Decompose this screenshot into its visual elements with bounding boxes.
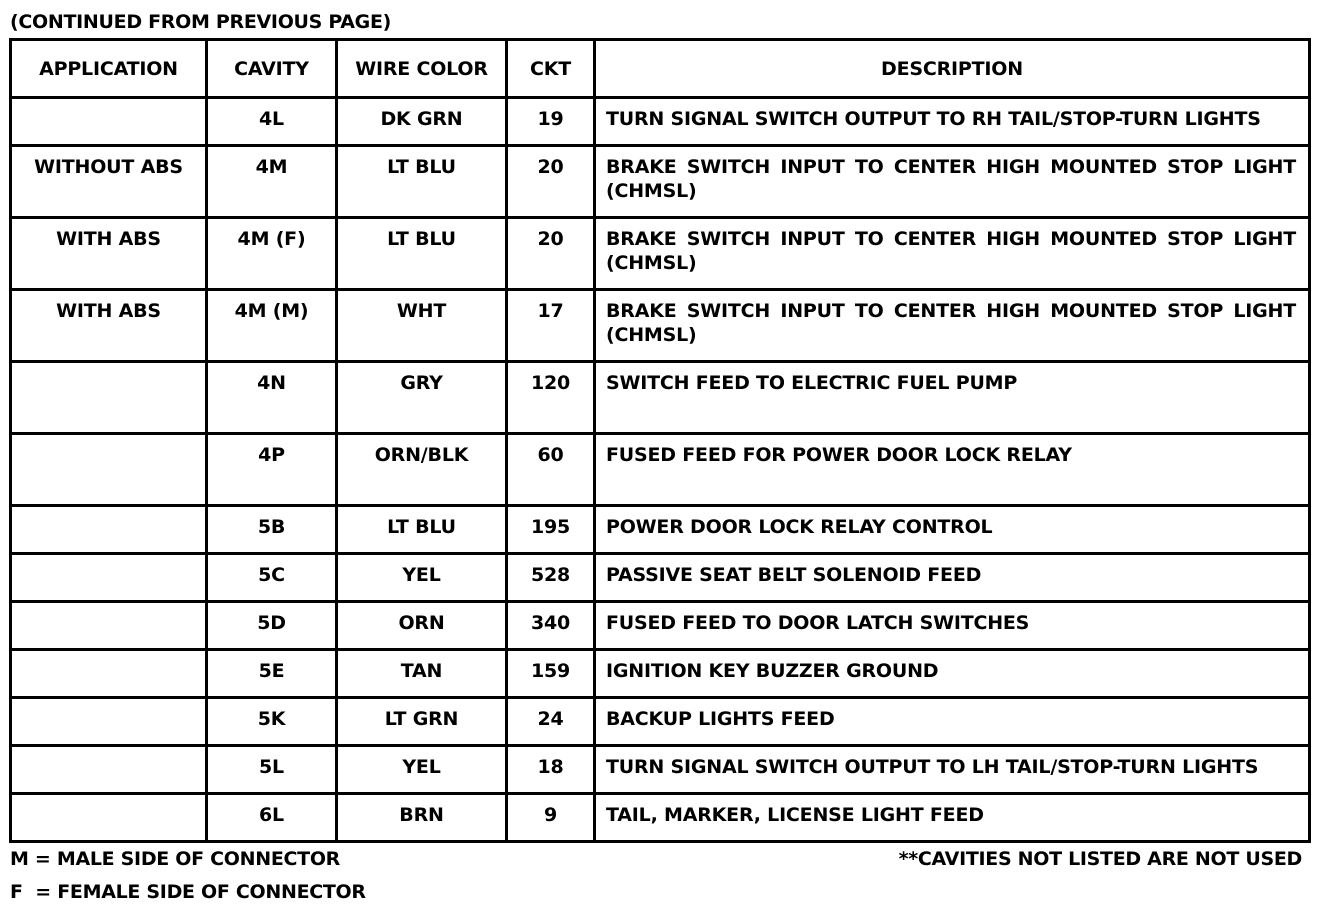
cell-application: WITHOUT ABS (11, 146, 207, 218)
table-row (11, 146, 1310, 218)
cell-wire-color: ORN (337, 602, 507, 650)
table-row (11, 362, 1310, 434)
cell-description: BRAKE SWITCH INPUT TO CENTER HIGH MOUNTED STOP LIGHT (CHMSL) (595, 146, 1310, 218)
table-row (11, 794, 1310, 842)
table-row (11, 506, 1310, 554)
cell-description: BRAKE SWITCH INPUT TO CENTER HIGH MOUNTED STOP LIGHT (CHMSL) (595, 290, 1310, 362)
cell-application (11, 602, 207, 650)
cell-application: WITH ABS (11, 290, 207, 362)
cell-cavity: 5D (207, 602, 337, 650)
cell-ckt: 19 (507, 98, 595, 146)
table-row (11, 218, 1310, 290)
cell-wire-color: LT BLU (337, 146, 507, 218)
cell-application (11, 554, 207, 602)
cell-cavity: 5C (207, 554, 337, 602)
legend-male: M = MALE SIDE OF CONNECTOR (10, 848, 340, 870)
table-header (11, 40, 1310, 98)
cell-cavity: 4M (M) (207, 290, 337, 362)
cell-application (11, 746, 207, 794)
cell-application (11, 434, 207, 506)
cell-description: SWITCH FEED TO ELECTRIC FUEL PUMP (595, 362, 1310, 434)
cell-ckt: 528 (507, 554, 595, 602)
cell-application (11, 650, 207, 698)
cell-ckt: 18 (507, 746, 595, 794)
cell-wire-color: LT GRN (337, 698, 507, 746)
cell-description: TAIL, MARKER, LICENSE LIGHT FEED (595, 794, 1310, 842)
cell-cavity: 5B (207, 506, 337, 554)
table-row (11, 98, 1310, 146)
header-row (11, 40, 1310, 98)
cell-description: BRAKE SWITCH INPUT TO CENTER HIGH MOUNTED STOP LIGHT (CHMSL) (595, 218, 1310, 290)
cell-cavity: 5K (207, 698, 337, 746)
table-row (11, 290, 1310, 362)
header-description: DESCRIPTION (595, 40, 1310, 98)
header-cavity: CAVITY (207, 40, 337, 98)
cell-ckt: 340 (507, 602, 595, 650)
connector-table (9, 38, 1311, 843)
cell-wire-color: LT BLU (337, 506, 507, 554)
cell-ckt: 17 (507, 290, 595, 362)
table-body (11, 98, 1310, 842)
cell-application: WITH ABS (11, 218, 207, 290)
cell-wire-color: YEL (337, 554, 507, 602)
cell-wire-color: YEL (337, 746, 507, 794)
cell-description: FUSED FEED FOR POWER DOOR LOCK RELAY (595, 434, 1310, 506)
cell-cavity: 4L (207, 98, 337, 146)
header-ckt: CKT (507, 40, 595, 98)
cell-description: FUSED FEED TO DOOR LATCH SWITCHES (595, 602, 1310, 650)
header-wire-color: WIRE COLOR (337, 40, 507, 98)
continued-note: (CONTINUED FROM PREVIOUS PAGE) (10, 11, 392, 33)
cell-wire-color: LT BLU (337, 218, 507, 290)
cell-description: BACKUP LIGHTS FEED (595, 698, 1310, 746)
cell-description: TURN SIGNAL SWITCH OUTPUT TO RH TAIL/STOP-TURN LIGHTS (595, 98, 1310, 146)
table-row (11, 746, 1310, 794)
cell-wire-color: GRY (337, 362, 507, 434)
table-row (11, 434, 1310, 506)
cell-ckt: 195 (507, 506, 595, 554)
cell-cavity: 4P (207, 434, 337, 506)
table-row (11, 650, 1310, 698)
cell-application (11, 794, 207, 842)
cell-cavity: 6L (207, 794, 337, 842)
header-application: APPLICATION (11, 40, 207, 98)
cell-description: POWER DOOR LOCK RELAY CONTROL (595, 506, 1310, 554)
table-row (11, 602, 1310, 650)
cell-ckt: 24 (507, 698, 595, 746)
cell-ckt: 20 (507, 218, 595, 290)
cell-wire-color: ORN/BLK (337, 434, 507, 506)
cell-ckt: 60 (507, 434, 595, 506)
cell-cavity: 5E (207, 650, 337, 698)
cell-application (11, 98, 207, 146)
cell-cavity: 5L (207, 746, 337, 794)
cell-description: PASSIVE SEAT BELT SOLENOID FEED (595, 554, 1310, 602)
cell-ckt: 20 (507, 146, 595, 218)
legend-unused-cavities: **CAVITIES NOT LISTED ARE NOT USED (898, 848, 1302, 870)
cell-wire-color: WHT (337, 290, 507, 362)
cell-wire-color: TAN (337, 650, 507, 698)
cell-ckt: 120 (507, 362, 595, 434)
cell-application (11, 362, 207, 434)
table-row (11, 554, 1310, 602)
cell-wire-color: BRN (337, 794, 507, 842)
cell-cavity: 4N (207, 362, 337, 434)
cell-ckt: 9 (507, 794, 595, 842)
cell-cavity: 4M (F) (207, 218, 337, 290)
cell-wire-color: DK GRN (337, 98, 507, 146)
table-row (11, 698, 1310, 746)
cell-cavity: 4M (207, 146, 337, 218)
cell-ckt: 159 (507, 650, 595, 698)
cell-application (11, 506, 207, 554)
cell-application (11, 698, 207, 746)
legend-female: F = FEMALE SIDE OF CONNECTOR (10, 881, 366, 903)
cell-description: IGNITION KEY BUZZER GROUND (595, 650, 1310, 698)
cell-description: TURN SIGNAL SWITCH OUTPUT TO LH TAIL/STOP-TURN LIGHTS (595, 746, 1310, 794)
